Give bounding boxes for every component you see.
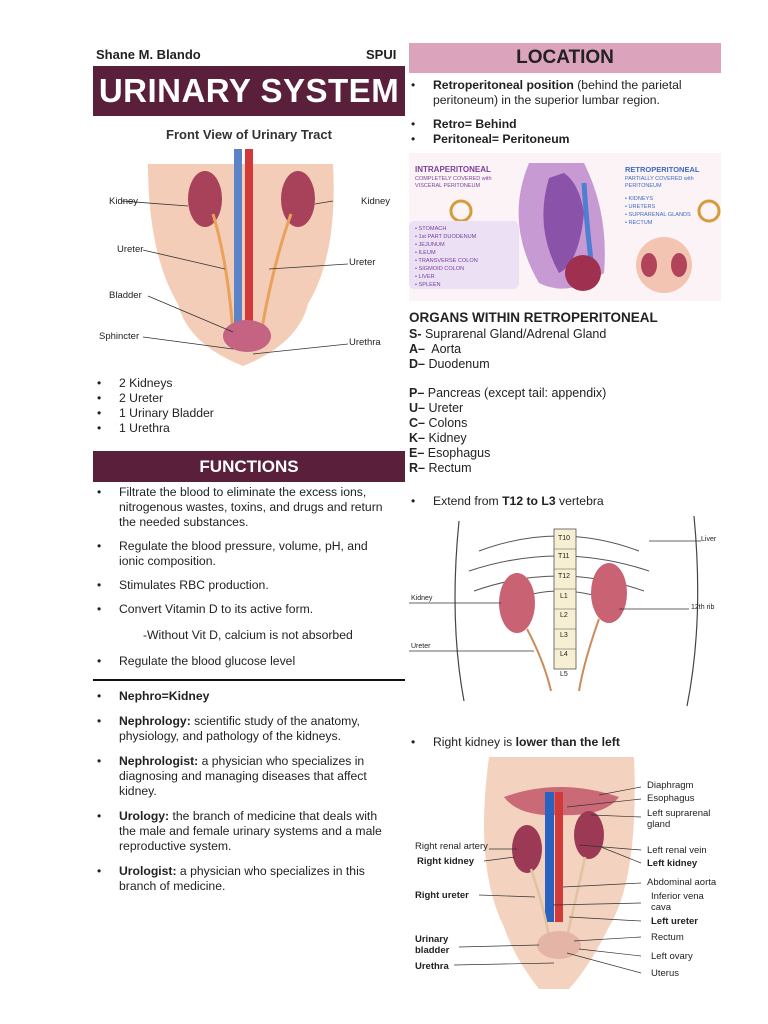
organ-item xyxy=(409,401,721,416)
label-l4: L4 xyxy=(560,651,568,658)
functions-list-last xyxy=(93,654,393,669)
list-item: • SIGMOID COLON xyxy=(415,266,465,272)
organ-item xyxy=(409,431,721,446)
vitamin-d-note: -Without Vit D, calcium is not absorbed xyxy=(143,628,353,642)
list-item: • SUPRARENAL GLANDS xyxy=(625,212,691,218)
organ-text: Kidney xyxy=(424,431,467,445)
bold-text: T12 to L3 xyxy=(502,494,556,508)
list-item xyxy=(407,735,717,750)
label-rectum: Rectum xyxy=(651,932,684,943)
term-label: Nephrology: xyxy=(119,714,191,728)
location-heading: LOCATION xyxy=(409,43,721,73)
organ-text: Ureter xyxy=(424,401,464,415)
label-t12: T12 xyxy=(558,573,571,580)
organ-letter: K– xyxy=(409,431,425,445)
list-item: • 1 Urinary Bladder xyxy=(93,406,393,421)
list-item: • Regulate the blood pressure, volume, pH, and ionic composition. xyxy=(93,539,393,569)
list-item: • Convert Vitamin D to its active form. xyxy=(93,602,393,617)
organ-text: Suprarenal Gland/Adrenal Gland xyxy=(421,327,607,341)
term-definition: a physician who specializes in diagnosing and managing diseases that affect kidney. xyxy=(119,754,367,798)
extend-note xyxy=(407,494,717,509)
label-urethra: Urethra xyxy=(415,961,449,972)
list-item: • JEJUNUM xyxy=(415,242,445,248)
label-ivc: Inferior vena cava xyxy=(651,891,704,913)
figure-title: Front View of Urinary Tract xyxy=(166,127,332,142)
organ-text: Colons xyxy=(424,416,468,430)
label-sphincter: Sphincter xyxy=(99,331,140,342)
organ-text: Rectum xyxy=(424,461,472,475)
school-label: SPUI xyxy=(366,47,397,62)
label-l5: L5 xyxy=(560,671,568,678)
list-item xyxy=(407,78,717,108)
label-kidney: Kidney xyxy=(411,595,433,602)
term-item xyxy=(93,754,395,799)
organ-item xyxy=(409,446,721,461)
retroperitoneal-list xyxy=(625,195,691,227)
author-name: Shane M. Blando xyxy=(96,47,201,62)
organ-letter: S- xyxy=(409,327,422,341)
list-item: • Stimulates RBC production. xyxy=(93,578,393,593)
label-right-renal-artery: Right renal artery xyxy=(415,841,488,852)
label-right-ureter: Right ureter xyxy=(415,890,469,901)
anatomy-figure xyxy=(409,757,721,989)
term-definition: a physician who specializes in this branch of medicine. xyxy=(119,864,365,893)
organ-item xyxy=(409,386,721,401)
organs-list-puker xyxy=(409,386,721,476)
organ-letter: E– xyxy=(409,446,425,460)
label-abdominal-aorta: Abdominal aorta xyxy=(647,877,717,888)
body-text: (behind the parietal peritoneum) in the superior lumbar region. xyxy=(433,78,682,107)
label-l1: L1 xyxy=(560,593,568,600)
list-item: • 2 Ureter xyxy=(93,391,393,406)
label-diaphragm: Diaphragm xyxy=(647,780,694,791)
functions-heading: FUNCTIONS xyxy=(93,451,405,482)
label-t10: T10 xyxy=(558,535,571,542)
list-item: • RECTUM xyxy=(625,220,653,226)
list-item: • LIVER xyxy=(415,274,435,280)
term-definition: scientific study of the anatomy, physiology, and pathology of the kidneys. xyxy=(119,714,360,743)
organ-text: Aorta xyxy=(424,342,462,356)
label-urethra: Urethra xyxy=(349,337,381,348)
list-item: • 1 Urethra xyxy=(93,421,393,436)
list-item: • 1st PART DUODENUM xyxy=(415,234,477,240)
list-item: • TRANSVERSE COLON xyxy=(415,258,478,264)
bold-text: Retroperitoneal position xyxy=(433,78,574,92)
body-text: Right kidney is xyxy=(433,735,516,749)
term-label: Nephro=Kidney xyxy=(119,689,210,703)
label-ureter: Ureter xyxy=(411,643,431,650)
list-item: • ILEUM xyxy=(415,250,436,256)
body-text: Extend from xyxy=(433,494,503,508)
list-item: • KIDNEYS xyxy=(625,196,654,202)
organ-letter: C– xyxy=(409,416,425,430)
organ-item xyxy=(409,357,721,372)
urinary-tract-figure xyxy=(93,124,405,366)
term-label: Urology: xyxy=(119,809,170,823)
label-left-kidney: Left kidney xyxy=(647,858,698,869)
term-label: Urologist: xyxy=(119,864,177,878)
list-item xyxy=(407,494,717,509)
organ-letter: U– xyxy=(409,401,425,415)
intraperitoneal-subtitle: COMPLETELY COVERED with VISCERAL PERITONEUM xyxy=(415,176,492,189)
term-item xyxy=(93,689,395,704)
list-item: • Regulate the blood glucose level xyxy=(93,654,393,669)
label-esophagus: Esophagus xyxy=(647,793,695,804)
term-definition: the branch of medicine that deals with the male and female urinary systems and a male reproductive system. xyxy=(119,809,382,853)
label-l2: L2 xyxy=(560,612,568,619)
organ-item xyxy=(409,461,721,476)
label-left-renal-vein: Left renal vein xyxy=(647,845,707,856)
location-list xyxy=(407,78,717,147)
divider xyxy=(93,679,405,681)
right-kidney-note xyxy=(407,735,717,750)
page-title: URINARY SYSTEM xyxy=(93,66,405,116)
terms-list xyxy=(93,689,395,894)
label-left-suprarenal: Left suprarenal gland xyxy=(647,808,711,830)
label-12th-rib: 12th rib xyxy=(691,604,715,611)
bold-text: lower than the left xyxy=(515,735,620,749)
organ-letter: R– xyxy=(409,461,425,475)
organs-list-sad xyxy=(409,327,721,372)
label-kidney-left: Kidney xyxy=(109,196,139,207)
organ-text: Esophagus xyxy=(424,446,491,460)
list-item xyxy=(407,117,717,132)
organ-text: Duodenum xyxy=(424,357,490,371)
label-right-kidney: Right kidney xyxy=(417,856,475,867)
label-left-ureter: Left ureter xyxy=(651,916,698,927)
label-ureter-right: Ureter xyxy=(349,257,376,268)
label-uterus: Uterus xyxy=(651,968,679,979)
label-t11: T11 xyxy=(558,553,570,560)
term-item xyxy=(93,864,395,894)
list-item: • URETERS xyxy=(625,204,656,210)
term-item xyxy=(93,809,395,854)
retroperitoneal-subtitle: PARTIALLY COVERED with PERITONEUM xyxy=(625,176,694,189)
list-item xyxy=(407,132,717,147)
term-label: Nephrologist: xyxy=(119,754,199,768)
label-kidney-right: Kidney xyxy=(361,196,391,207)
list-item: • 2 Kidneys xyxy=(93,376,393,391)
organ-item xyxy=(409,342,721,357)
spine-figure xyxy=(409,511,721,711)
list-item: • STOMACH xyxy=(415,226,447,232)
label-bladder: Bladder xyxy=(109,290,142,301)
retroperitoneal-title: RETROPERITONEAL xyxy=(625,165,700,174)
bold-text: Peritoneal= Peritoneum xyxy=(433,132,570,146)
label-liver: Liver xyxy=(701,536,717,543)
organ-letter: A– xyxy=(409,342,425,356)
term-item xyxy=(93,714,395,744)
label-urinary-bladder: Urinary bladder xyxy=(415,934,450,956)
organ-text: Pancreas (except tail: appendix) xyxy=(424,386,607,400)
body-text: vertebra xyxy=(555,494,604,508)
label-ureter-left: Ureter xyxy=(117,244,144,255)
intraperitoneal-list xyxy=(415,225,478,289)
organ-item xyxy=(409,327,721,342)
bold-text: Retro= Behind xyxy=(433,117,517,131)
peritoneum-figure xyxy=(409,153,721,301)
list-item: • SPLEEN xyxy=(415,282,441,288)
components-list xyxy=(93,376,393,436)
functions-list xyxy=(93,485,393,617)
urinary-tract-illustration xyxy=(93,144,405,366)
organ-item xyxy=(409,416,721,431)
organ-letter: P– xyxy=(409,386,425,400)
organs-heading: ORGANS WITHIN RETROPERITONEAL xyxy=(409,310,658,325)
label-l3: L3 xyxy=(560,632,568,639)
organ-letter: D– xyxy=(409,357,425,371)
label-left-ovary: Left ovary xyxy=(651,951,693,962)
intraperitoneal-title: INTRAPERITONEAL xyxy=(415,165,491,174)
list-item: • Filtrate the blood to eliminate the excess ions, nitrogenous wastes, toxins, and drugs and return the needed substances. xyxy=(93,485,393,530)
